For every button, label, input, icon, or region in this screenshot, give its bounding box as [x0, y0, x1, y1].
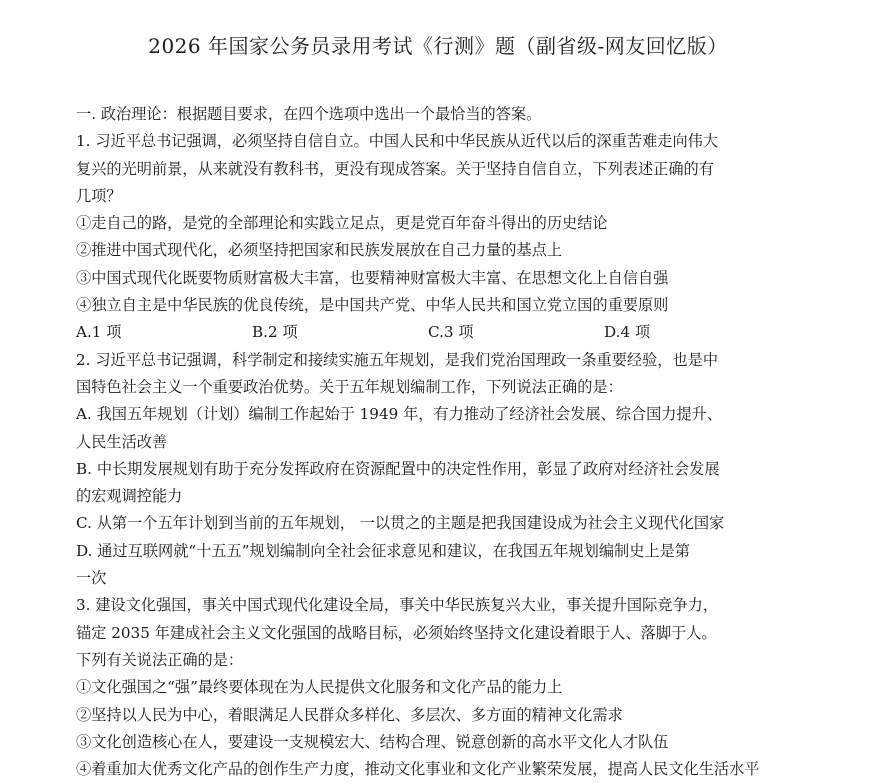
document-title: 2026 年国家公务员录用考试《行测》题（副省级-网友回忆版） [148, 34, 728, 58]
question-2-stem-line-1: 2. 习近平总书记强调，科学制定和接续实施五年规划，是我们党治国理政一条重要经验，也是中 [76, 350, 719, 369]
question-1-item-3: ③中国式现代化既要物质财富极大丰富，也要精神财富极大丰富、在思想文化上自信自强 [76, 268, 669, 287]
question-2-option-c: C. 从第一个五年计划到当前的五年规划， 一以贯之的主题是把我国建设成为社会主义现代化国家 [76, 514, 725, 533]
question-1-options [76, 319, 836, 346]
question-1-stem-line-1: 1. 习近平总书记强调，必须坚持自信自立。中国人民和中华民族从近代以后的深重苦难走向伟大 [76, 132, 719, 151]
question-2-option-d-line-2: 一次 [76, 569, 107, 588]
question-2-stem-line-2: 国特色社会主义一个重要政治优势。关于五年规划编制工作，下列说法正确的是： [76, 377, 623, 396]
question-3-stem-line-2: 锚定 2035 年建成社会主义文化强国的战略目标，必须始终坚持文化建设着眼于人、落脚于人。 [76, 623, 717, 642]
question-3-stem-line-3: 下列有关说法正确的是： [76, 650, 244, 669]
question-1-option-a: A.1 项 [76, 323, 122, 342]
question-1-item-2: ②推进中国式现代化，必须坚持把国家和民族发展放在自己力量的基点上 [76, 241, 562, 260]
question-1-stem-line-2: 复兴的光明前景，从来就没有教科书，更没有现成答案。关于坚持自信自立，下列表述正确的有 [76, 159, 714, 178]
question-3-item-3: ③文化创造核心在人，要建设一支规模宏大、结构合理、锐意创新的高水平文化人才队伍 [76, 732, 669, 751]
question-3-item-2: ②坚持以人民为中心，着眼满足人民群众多样化、多层次、多方面的精神文化需求 [76, 705, 623, 724]
document-body [76, 101, 836, 783]
question-2-option-d-line-1: D. 通过互联网就“十五五”规划编制向全社会征求意见和建议，在我国五年规划编制史上是第 [76, 541, 690, 560]
section-heading: 一. 政治理论：根据题目要求，在四个选项中选出一个最恰当的答案。 [76, 105, 542, 123]
question-2-option-b-line-1: B. 中长期发展规划有助于充分发挥政府在资源配置中的决定性作用，彰显了政府对经济社会发展 [76, 459, 720, 478]
question-2-option-a-line-2: 人民生活改善 [76, 432, 168, 451]
question-3-stem-line-1: 3. 建设文化强国，事关中国式现代化建设全局，事关中华民族复兴大业，事关提升国际竞争力， [76, 596, 719, 615]
question-1-item-1: ①走自己的路，是党的全部理论和实践立足点，更是党百年奋斗得出的历史结论 [76, 214, 608, 233]
question-3-item-1: ①文化强国之“强”最终要体现在为人民提供文化服务和文化产品的能力上 [76, 678, 563, 697]
question-1-option-b: B.2 项 [252, 323, 298, 342]
question-1-option-d: D.4 项 [604, 323, 651, 342]
question-3-item-4: ④着重加大优秀文化产品的创作生产力度，推动文化事业和文化产业繁荣发展，提高人民文化生活水平 [76, 760, 760, 779]
question-2-option-a-line-1: A. 我国五年规划（计划）编制工作起始于 1949 年，有力推动了经济社会发展、综合国力提升、 [76, 405, 723, 424]
question-1-item-4: ④独立自主是中华民族的优良传统，是中国共产党、中华人民共和国立党立国的重要原则 [76, 296, 669, 315]
question-1-stem-line-3: 几项？ [76, 186, 122, 205]
question-2-option-b-line-2: 的宏观调控能力 [76, 487, 183, 506]
question-1-option-c: C.3 项 [428, 323, 474, 342]
